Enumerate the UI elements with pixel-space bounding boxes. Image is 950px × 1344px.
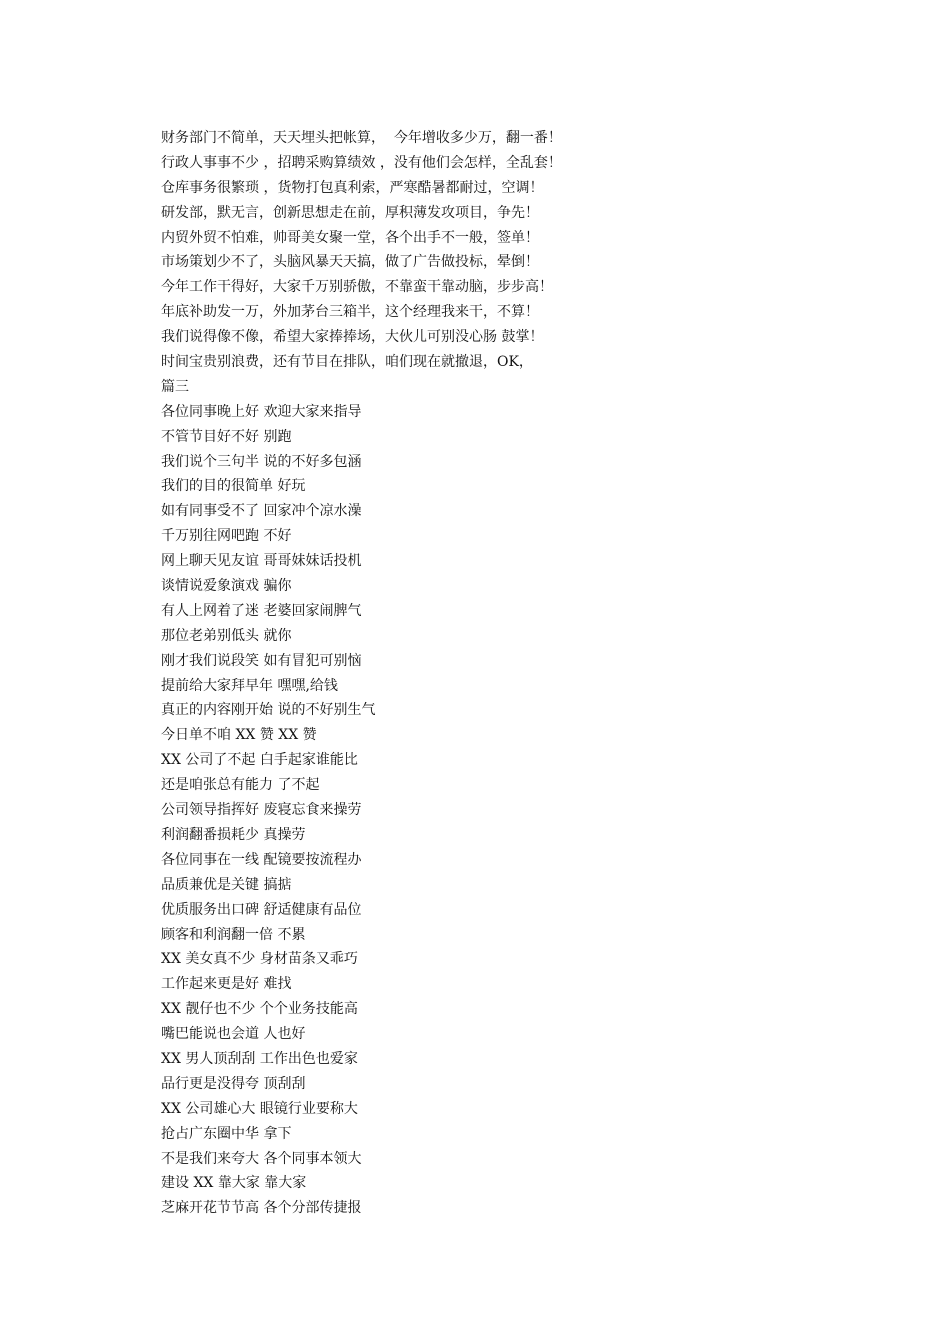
- text-line: XX 美女真不少 身材苗条又乖巧: [161, 951, 358, 968]
- text-line: 顾客和利润翻一倍 不累: [161, 926, 306, 943]
- text-line: 行政人事事不少 ，招聘采购算绩效 ，没有他们会怎样，全乱套！: [161, 154, 562, 171]
- document-body: [161, 126, 861, 1221]
- text-line: 研发部，默无言，创新思想走在前，厚积薄发攻项目，争先！: [161, 204, 539, 221]
- text-line: 有人上网着了迷 老婆回家闹脾气: [161, 602, 362, 619]
- text-line: 篇三: [161, 378, 189, 395]
- text-line: 各位同事晚上好 欢迎大家来指导: [161, 403, 362, 420]
- text-line: 仓库事务很繁琐 ，货物打包真利索，严寒酷暑都耐过，空调！: [161, 179, 544, 196]
- text-line: XX 靓仔也不少 个个业务技能高: [161, 1001, 358, 1018]
- text-line: 还是咱张总有能力 了不起: [161, 777, 320, 794]
- text-line: 谈情说爱象演戏 骗你: [161, 578, 292, 595]
- text-line: 利润翻番损耗少 真操劳: [161, 826, 306, 843]
- text-line: 抢占广东圈中华 拿下: [161, 1125, 292, 1142]
- text-line: 我们说得像不像，希望大家捧捧场，大伙儿可别没心肠 鼓掌！: [161, 329, 544, 346]
- text-line: 千万别往网吧跑 不好: [161, 528, 292, 545]
- text-line: 时间宝贵别浪费，还有节目在排队，咱们现在就撤退，OK，: [161, 354, 533, 371]
- text-line: 市场策划少不了，头脑风暴天天搞，做了广告做投标，晕倒！: [161, 254, 539, 271]
- text-line: 真正的内容刚开始 说的不好别生气: [161, 702, 376, 719]
- text-line: 不管节目好不好 别跑: [161, 428, 292, 445]
- text-line: 今日单不咱 XX 赞 XX 赞: [161, 727, 317, 744]
- text-line: 芝麻开花节节高 各个分部传捷报: [161, 1200, 362, 1217]
- text-line: 各位同事在一线 配镜要按流程办: [161, 851, 362, 868]
- text-line: 品质兼优是关键 搞掂: [161, 876, 292, 893]
- text-line: 工作起来更是好 难找: [161, 976, 292, 993]
- text-line: XX 男人顶刮刮 工作出色也爱家: [161, 1050, 358, 1067]
- text-line: XX 公司雄心大 眼镜行业要称大: [161, 1100, 358, 1117]
- text-line: 品行更是没得夸 顶刮刮: [161, 1075, 306, 1092]
- text-line: 不是我们来夸大 各个同事本领大: [161, 1150, 362, 1167]
- text-line: 嘴巴能说也会道 人也好: [161, 1026, 306, 1043]
- text-line: 建设 XX 靠大家 靠大家: [161, 1175, 307, 1192]
- text-line: 今年工作干得好，大家千万别骄傲，不靠蛮干靠动脑，步步高！: [161, 279, 553, 296]
- text-line: 内贸外贸不怕难，帅哥美女聚一堂，各个出手不一般，签单！: [161, 229, 539, 246]
- text-line: 我们说个三句半 说的不好多包涵: [161, 453, 362, 470]
- text-line: 网上聊天见友谊 哥哥妹妹话投机: [161, 553, 362, 570]
- text-line: 刚才我们说段笑 如有冒犯可别恼: [161, 652, 362, 669]
- text-line: 提前给大家拜早年 嘿嘿,给钱: [161, 677, 338, 694]
- text-line: 财务部门不简单，天天埋头把帐算， 今年增收多少万，翻一番！: [161, 130, 562, 146]
- text-line: 那位老弟别低头 就你: [161, 627, 292, 644]
- text-line: XX 公司了不起 白手起家谁能比: [161, 752, 358, 769]
- text-line: 年底补助发一万，外加茅台三箱半，这个经理我来干，不算！: [161, 304, 539, 321]
- text-line: 我们的目的很简单 好玩: [161, 478, 306, 495]
- text-line: 优质服务出口碑 舒适健康有品位: [161, 901, 362, 918]
- text-line: 如有同事受不了 回家冲个凉水澡: [161, 503, 362, 520]
- text-line: 公司领导指挥好 废寝忘食来操劳: [161, 802, 362, 819]
